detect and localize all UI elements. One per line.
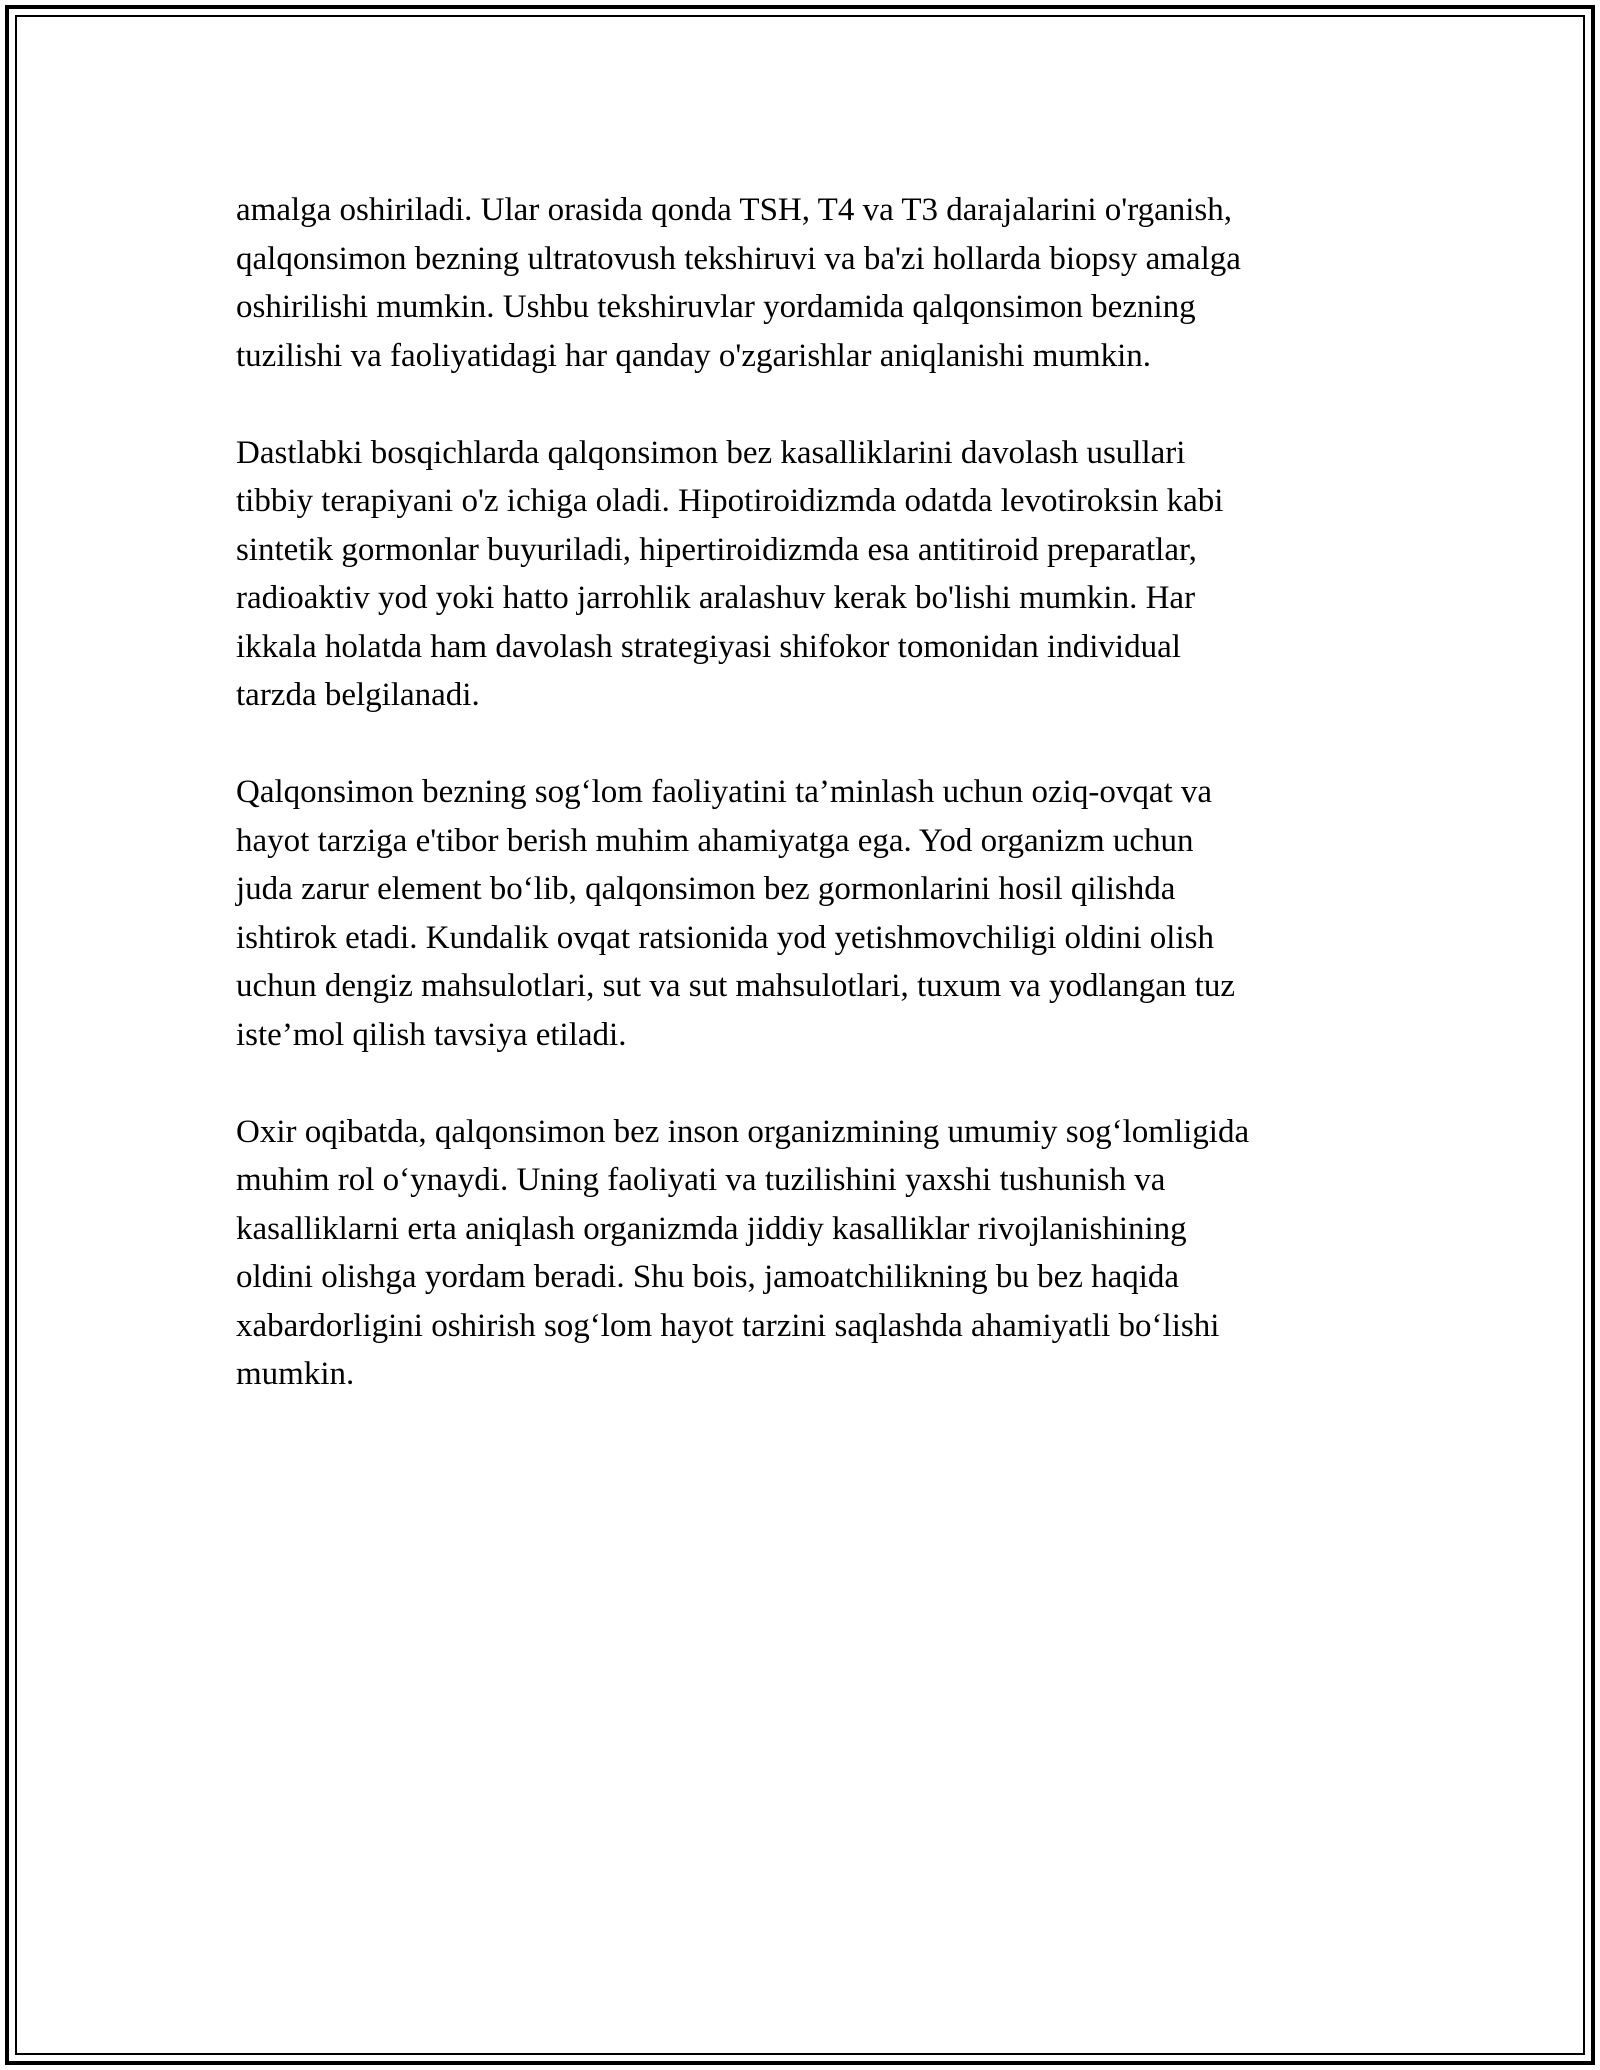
text-line: Qalqonsimon bezning sog‘lom faoliyatini ta’minlash uchun oziq-ovqat va [236,774,1213,810]
text-line: hayot tarziga e'tibor berish muhim ahamiyatga ega. Yod organizm uchun [236,822,1194,859]
text-line: sintetik gormonlar buyuriladi, hipertiroidizmda esa antitiroid preparatlar, [236,531,1197,568]
text-line: uchun dengiz mahsulotlari, sut va sut mahsulotlari, tuxum va yodlangan tuz [236,968,1235,1004]
text-line: amalga oshiriladi. Ular orasida qonda TSH, T4 va T3 darajalarini o'rganish, [236,192,1233,228]
paragraph-3 [236,768,1376,1059]
text-line: mumkin. [236,1356,355,1392]
text-line: ishtirok etadi. Kundalik ovqat ratsionida yod yetishmovchiligi oldini olish [236,919,1214,956]
text-line: iste’mol qilish tavsiya etiladi. [236,1016,627,1053]
text-line: muhim rol o‘ynaydi. Uning faoliyati va tuzilishini yaxshi tushunish va [236,1162,1166,1198]
text-line: tarzda belgilanadi. [236,677,480,713]
paragraph-1 [236,186,1376,380]
text-line: Dastlabki bosqichlarda qalqonsimon bez kasalliklarini davolash usullari [236,434,1186,471]
text-line: qalqonsimon bezning ultratovush tekshiruvi va ba'zi hollarda biopsy amalga [236,240,1241,277]
paragraph-4 [236,1108,1376,1399]
text-line: oldini olishga yordam beradi. Shu bois, jamoatchilikning bu bez haqida [236,1259,1180,1295]
paragraph-2 [236,429,1376,720]
text-line: juda zarur element bo‘lib, qalqonsimon bez gormonlarini hosil qilishda [236,871,1176,907]
text-line: tuzilishi va faoliyatidagi har qanday o'zgarishlar aniqlanishi mumkin. [236,337,1152,374]
text-line: tibbiy terapiyani o'z ichiga oladi. Hipotiroidizmda odatda levotiroksin kabi [236,483,1224,519]
text-line: xabardorligini oshirish sog‘lom hayot tarzini saqlashda ahamiyatli bo‘lishi [236,1307,1220,1344]
text-line: radioaktiv yod yoki hatto jarrohlik aralashuv kerak bo'lishi mumkin. Har [236,580,1196,616]
text-line: oshirilishi mumkin. Ushbu tekshiruvlar yordamida qalqonsimon bezning [236,289,1196,325]
document-body [236,186,1376,1447]
text-line: kasalliklarni erta aniqlash organizmda jiddiy kasalliklar rivojlanishining [236,1210,1187,1247]
text-line: ikkala holatda ham davolash strategiyasi shifokor tomonidan individual [236,628,1181,665]
text-line: Oxir oqibatda, qalqonsimon bez inson organizmining umumiy sog‘lomligida [236,1113,1250,1150]
